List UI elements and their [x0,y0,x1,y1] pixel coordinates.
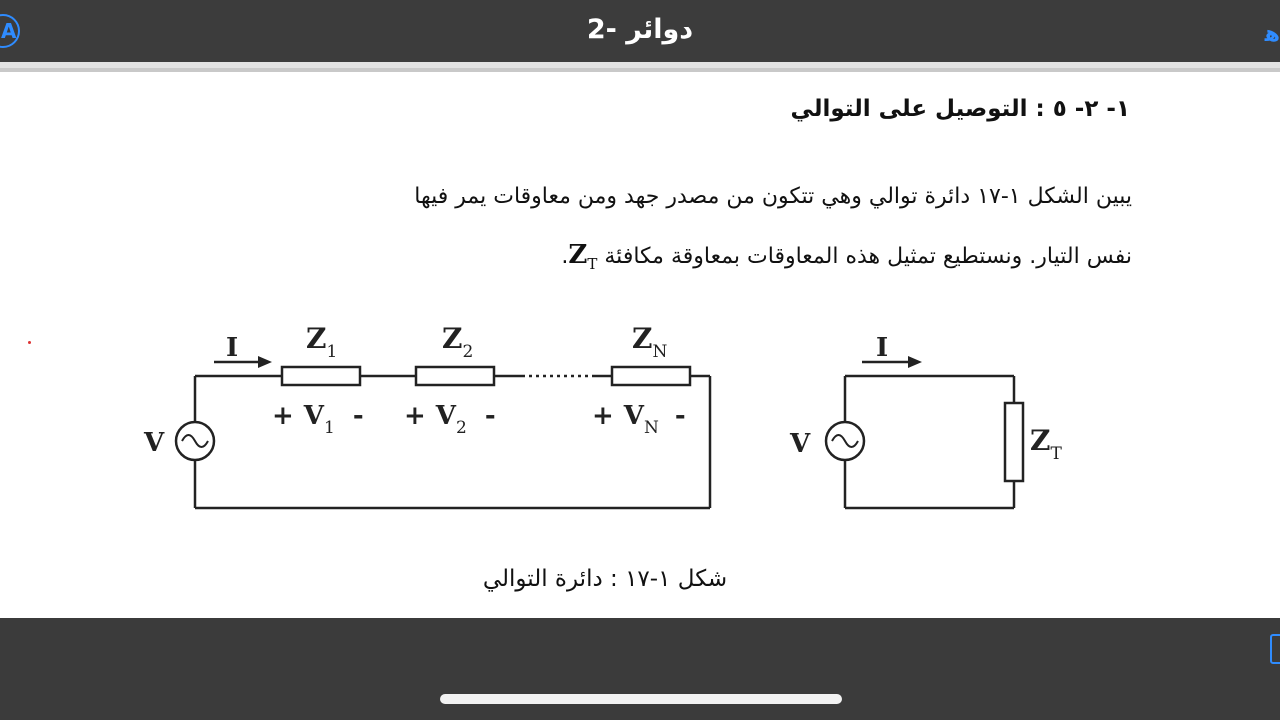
circuit-figure [0,300,1280,560]
zt-label: $Z_T$ [1030,424,1062,464]
paragraph-line-2-end: . [561,244,569,269]
page-title: دوائر -2 [586,14,694,45]
home-indicator[interactable] [440,694,842,704]
paragraph-line-2 [80,240,1132,273]
impedance-z2-resistor [416,367,494,385]
zt-symbol-letter: Z [568,240,588,270]
top-bar [0,0,1280,62]
zt-symbol-sub: T [587,255,598,274]
paragraph-line-2-text: نفس التيار. ونستطيع تمثيل هذه المعاوقات بمعاوقة مكافئة [597,244,1132,269]
equivalent-circuit [845,376,1014,508]
v1-label: + $V_1$ - [272,401,364,438]
device-icon[interactable] [1270,634,1280,664]
equiv-current-label: I [876,333,889,363]
impedance-zt-resistor [1005,403,1023,481]
z1-label: $Z_1$ [306,322,338,362]
zn-label: $Z_N$ [632,322,668,362]
series-circuit [195,376,710,508]
vn-label: + $V_N$ - [592,401,686,438]
figure-caption: شكل ١-١٧ : دائرة التوالي [482,566,728,592]
zt-symbol [568,240,598,274]
z2-label: $Z_2$ [442,322,474,362]
series-current-label: I [226,333,239,363]
equiv-source-label: V [790,429,811,459]
v2-label: + $V_2$ - [404,401,496,438]
bottom-bar [0,618,1280,720]
paragraph-line-1: يبين الشكل ١-١٧ دائرة توالي وهي تتكون من مصدر جهد ومن معاوقات يمر فيها [414,184,1132,209]
text-size-icon[interactable]: ﻫ [1264,22,1280,47]
circle-letter-icon[interactable]: A [0,14,20,48]
divider-shadow [0,68,1280,72]
series-source-label: V [144,428,165,458]
impedance-z1-resistor [282,367,360,385]
impedance-zn-resistor [612,367,690,385]
section-heading: ١- ٢- ٥ : التوصيل على التوالي [790,96,1130,122]
